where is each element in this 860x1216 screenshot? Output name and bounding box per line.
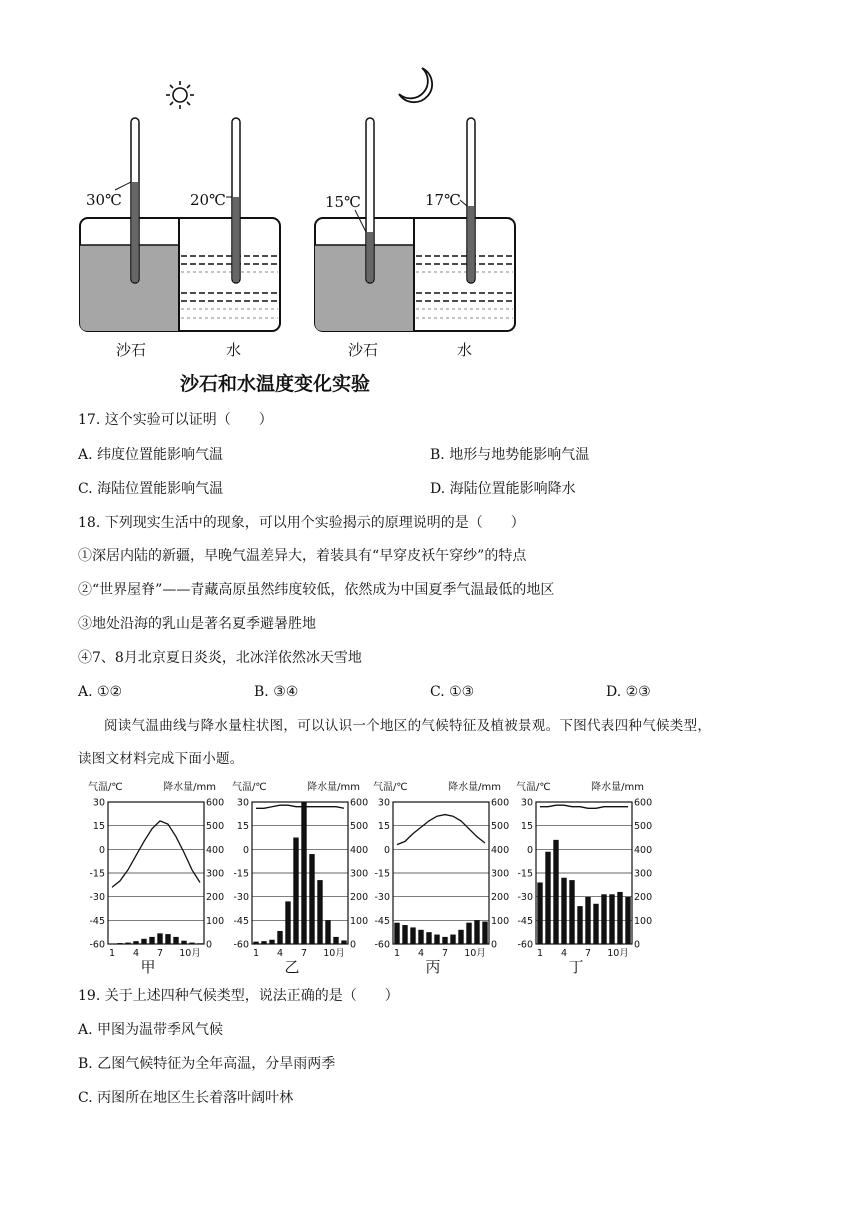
sand-temp-day: 30℃ [86,191,122,209]
q18-statement-3: ③地处沿海的乳山是著名夏季避暑胜地 [78,616,316,632]
precip-bar [301,802,306,944]
chart-name-label: 丙 [425,958,441,976]
precip-tick-label: 0 [206,939,213,951]
precip-tick-label: 300 [206,868,225,880]
temp-tick-label: -45 [233,915,249,927]
precip-axis-title: 降水量/mm [591,782,644,793]
q17-stem: 17. 这个实验可以证明（ ） [78,412,273,428]
month-tick-label: 4 [560,948,568,959]
precip-tick-label: 500 [350,821,369,833]
month-tick-label: 1 [108,948,116,959]
temp-tick-label: 30 [520,797,533,809]
reading-line-1: 阅读气温曲线与降水量柱状图，可以认识一个地区的气候特征及植被景观。下图代表四种气候类型， [104,718,712,734]
precip-bar [601,894,606,944]
water-label-day: 水 [226,341,242,359]
sand-temp-night: 15℃ [325,193,361,211]
precip-tick-label: 100 [350,915,369,927]
temp-tick-label: 30 [377,797,390,809]
precip-bar [593,904,598,944]
q17-option-c[interactable]: C. 海陆位置能影响气温 [78,481,224,497]
temp-tick-label: 15 [377,821,390,833]
water-temp-night: 17℃ [425,191,461,209]
temp-tick-label: -60 [517,939,533,951]
q19-option-a[interactable]: A. 甲图为温带季风气候 [78,1022,224,1038]
precip-tick-label: 300 [634,868,653,880]
q18-statement-4: ④7、8月北京夏日炎炎，北冰洋依然冰天雪地 [78,650,362,666]
precip-bar [117,943,122,944]
temp-axis-title: 气温/℃ [232,782,267,793]
precip-tick-label: 500 [491,821,510,833]
precip-tick-label: 600 [350,797,369,809]
q17-option-b[interactable]: B. 地形与地势能影响气温 [430,447,590,463]
climate-chart-4 [536,802,632,944]
precip-tick-label: 600 [634,797,653,809]
temp-axis-title: 气温/℃ [88,782,123,793]
precip-tick-label: 0 [634,939,641,951]
month-tick-label: 10月 [607,948,629,959]
chart-name-label: 甲 [140,958,156,976]
precip-bar [418,930,423,944]
temp-axis-title: 气温/℃ [516,782,551,793]
container-day [80,118,280,331]
reading-line-2: 读图文材料完成下面小题。 [78,751,244,767]
chart-name-label: 丁 [568,958,584,976]
month-tick-label: 1 [393,948,401,959]
precip-bar [609,894,614,944]
precip-bar [553,840,558,944]
sand-label-day: 沙石 [116,341,147,359]
precip-bar [537,882,542,944]
precip-bar [261,941,266,944]
precip-bar [577,906,582,944]
precip-bar [165,934,170,944]
precip-bar [426,932,431,944]
precip-bar [253,942,258,944]
experiment-diagram [70,60,540,360]
temp-tick-label: -30 [233,892,249,904]
precip-bar [149,937,154,944]
climate-chart-2 [252,802,348,944]
month-tick-label: 4 [132,948,140,959]
month-tick-label: 10月 [464,948,486,959]
q19-option-c[interactable]: C. 丙图所在地区生长着落叶阔叶林 [78,1090,294,1106]
precip-bar [482,922,487,944]
precip-bar [285,901,290,944]
temp-tick-label: -60 [89,939,105,951]
precip-tick-label: 400 [350,844,369,856]
precip-bar [325,920,330,944]
precip-axis-title: 降水量/mm [307,782,360,793]
water-label-night: 水 [457,341,473,359]
q17-option-a[interactable]: A. 纬度位置能影响气温 [78,447,224,463]
temp-tick-label: 15 [236,821,249,833]
precip-bar [181,941,186,944]
precip-tick-label: 0 [491,939,498,951]
precip-axis-title: 降水量/mm [448,782,501,793]
precip-bar [141,939,146,944]
temp-tick-label: -15 [233,868,249,880]
precip-bar [434,935,439,944]
temp-tick-label: -15 [517,868,533,880]
precip-bar [293,838,298,945]
precip-bar [585,897,590,944]
temp-tick-label: 0 [526,844,533,856]
precip-bar [133,941,138,944]
month-tick-label: 7 [156,948,164,959]
precip-tick-label: 200 [491,892,510,904]
temp-tick-label: -15 [374,868,390,880]
q18-option-b[interactable]: B. ③④ [254,684,299,700]
precip-bar [450,935,455,944]
month-tick-label: 7 [441,948,449,959]
precip-tick-label: 100 [634,915,653,927]
temp-tick-label: 15 [520,821,533,833]
temp-tick-label: -45 [89,915,105,927]
temp-tick-label: 0 [98,844,105,856]
precip-tick-label: 600 [491,797,510,809]
climate-charts [80,776,680,976]
q18-option-a[interactable]: A. ①② [78,684,123,700]
precip-bar [466,923,471,944]
container-night [315,118,515,331]
month-tick-label: 1 [536,948,544,959]
temp-tick-label: -15 [89,868,105,880]
q19-stem: 19. 关于上述四种气候类型，说法正确的是（ ） [78,988,399,1004]
month-tick-label: 10月 [323,948,345,959]
precip-tick-label: 600 [206,797,225,809]
month-tick-label: 7 [300,948,308,959]
precip-bar [333,937,338,944]
precip-bar [625,897,630,944]
q18-stem: 18. 下列现实生活中的现象，可以用个实验揭示的原理说明的是（ ） [78,515,525,531]
temp-tick-label: 0 [383,844,390,856]
month-tick-label: 1 [252,948,260,959]
month-tick-label: 4 [276,948,284,959]
temperature-curve [112,821,200,887]
chart-name-label: 乙 [284,958,300,976]
month-tick-label: 10月 [179,948,201,959]
precip-bar [394,923,399,944]
precip-bar [569,880,574,944]
precip-tick-label: 400 [634,844,653,856]
temp-tick-label: 0 [242,844,249,856]
q19-option-b[interactable]: B. 乙图气候特征为全年高温，分旱雨两季 [78,1056,336,1072]
precip-tick-label: 0 [350,939,357,951]
precip-tick-label: 300 [491,868,510,880]
temp-tick-label: -60 [233,939,249,951]
temp-tick-label: -45 [374,915,390,927]
precip-tick-label: 200 [206,892,225,904]
precip-bar [617,892,622,944]
precip-bar [545,852,550,944]
precip-bar [442,937,447,944]
precip-bar [197,943,202,944]
precip-bar [157,933,162,944]
precip-bar [125,943,130,944]
q17-option-d[interactable]: D. 海陆位置能影响降水 [430,481,576,497]
precip-tick-label: 400 [491,844,510,856]
temp-tick-label: 30 [236,797,249,809]
q18-statement-1: ①深居内陆的新疆，早晚气温差异大，着装具有“早穿皮袄午穿纱”的特点 [78,548,527,564]
precip-bar [277,931,282,944]
experiment-caption: 沙石和水温度变化实验 [180,373,371,395]
q18-option-d[interactable]: D. ②③ [606,684,651,700]
precip-tick-label: 100 [491,915,510,927]
precip-bar [309,854,314,944]
precip-bar [561,878,566,944]
sun-icon [166,81,194,109]
temperature-curve [397,815,485,845]
precip-tick-label: 300 [350,868,369,880]
precip-tick-label: 200 [350,892,369,904]
temp-tick-label: 15 [92,821,105,833]
precip-tick-label: 400 [206,844,225,856]
temp-tick-label: -45 [517,915,533,927]
q18-statement-2: ②“世界屋脊”——青藏高原虽然纬度较低，依然成为中国夏季气温最低的地区 [78,582,555,598]
precip-bar [474,920,479,944]
precip-bar [189,943,194,944]
climate-chart-3 [393,802,489,944]
precip-tick-label: 200 [634,892,653,904]
precip-tick-label: 500 [634,821,653,833]
q18-option-c[interactable]: C. ①③ [430,684,475,700]
precip-axis-title: 降水量/mm [163,782,216,793]
precip-bar [458,930,463,944]
precip-bar [269,940,274,944]
temp-axis-title: 气温/℃ [373,782,408,793]
month-tick-label: 4 [417,948,425,959]
sand-label-night: 沙石 [348,341,379,359]
temperature-curve [256,805,344,808]
precip-tick-label: 500 [206,821,225,833]
moon-icon [399,68,432,102]
temp-tick-label: 30 [92,797,105,809]
temp-tick-label: -30 [89,892,105,904]
temperature-curve [540,805,628,808]
temp-tick-label: -60 [374,939,390,951]
climate-chart-1 [108,802,204,944]
temp-tick-label: -30 [517,892,533,904]
precip-bar [341,940,346,944]
temp-tick-label: -30 [374,892,390,904]
month-tick-label: 7 [584,948,592,959]
precip-bar [317,880,322,944]
precip-bar [410,927,415,944]
precip-tick-label: 100 [206,915,225,927]
precip-bar [402,925,407,944]
precip-bar [173,937,178,944]
water-temp-day: 20℃ [190,191,226,209]
